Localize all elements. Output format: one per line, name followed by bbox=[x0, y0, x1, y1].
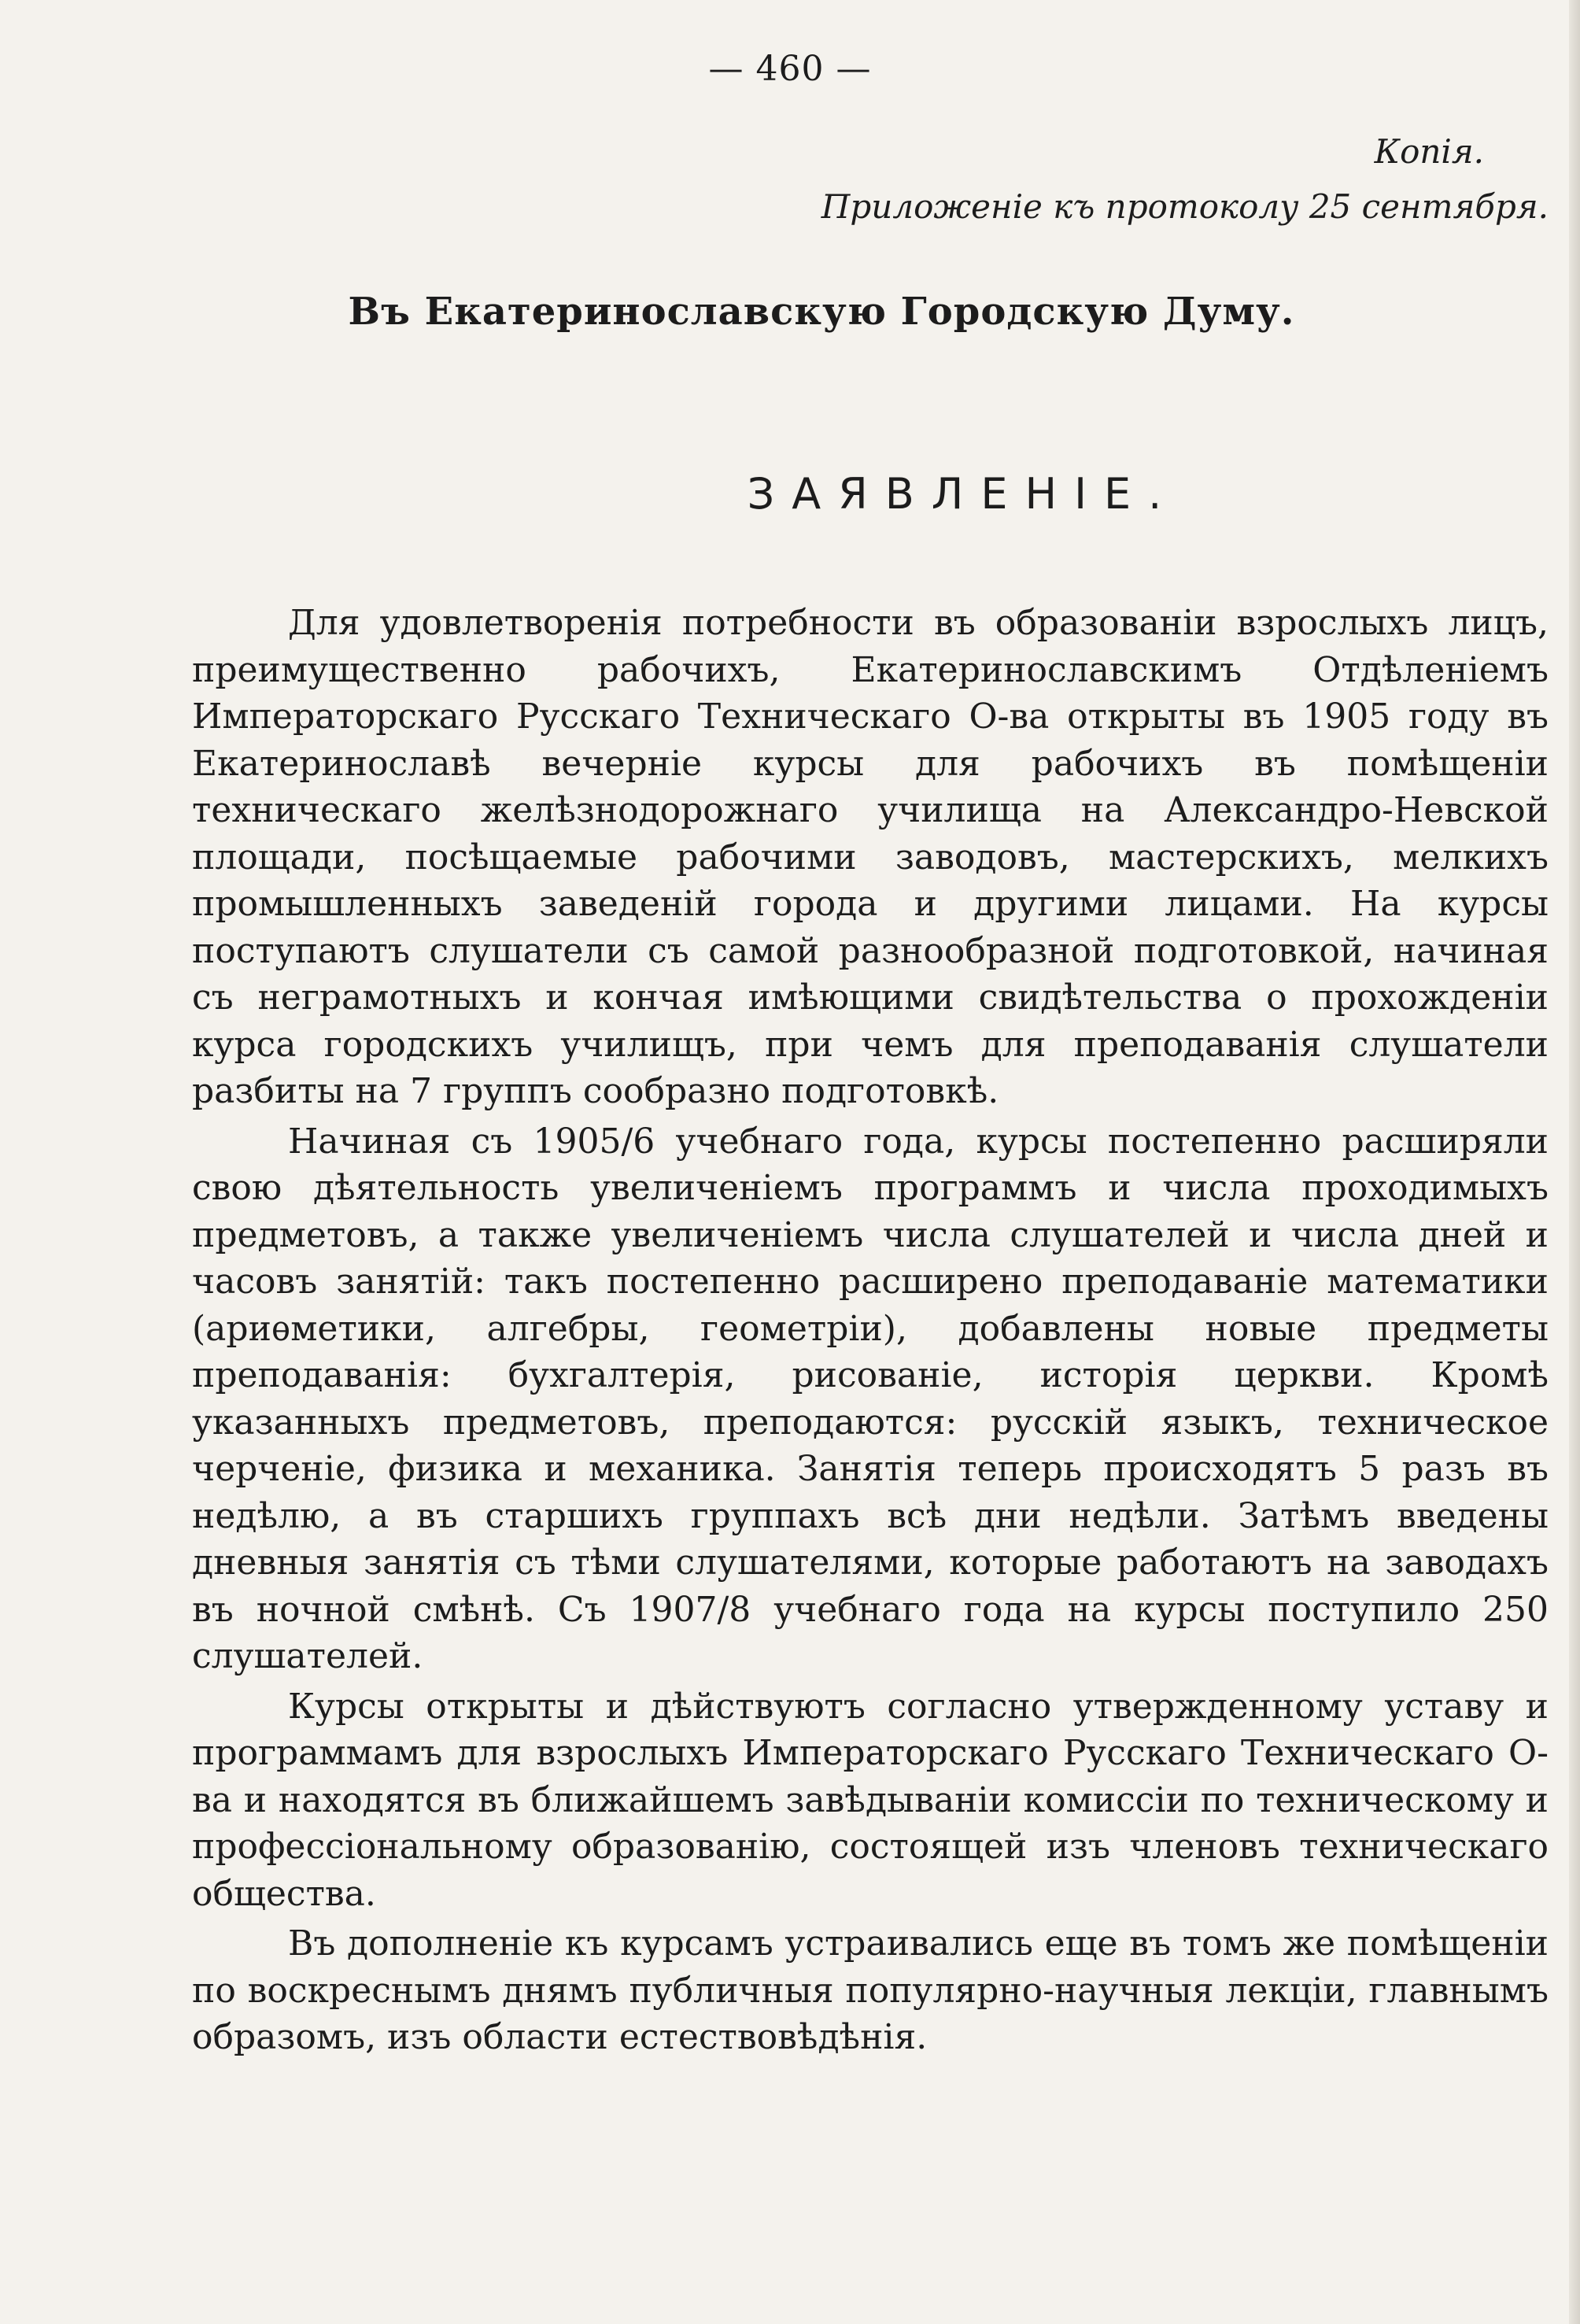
addressee-heading: Въ Екатеринославскую Городскую Думу. bbox=[348, 290, 1295, 334]
document-body bbox=[192, 600, 1549, 2064]
appendix-note: Приложеніе къ протоколу 25 сентября. bbox=[821, 187, 1549, 226]
page-edge-shadow bbox=[1569, 0, 1580, 2324]
page-number: — 460 — bbox=[708, 49, 872, 89]
paragraph-3: Курсы открыты и дѣйствуютъ согласно утвержденному уставу и программамъ для взрослыхъ Императорскаго Русскаго Техническаго О-ва и находятся въ ближайшемъ завѣдываніи комиссіи по техническому и профессіональному образованію, состоящей изъ членовъ техническаго общества. bbox=[192, 1686, 1549, 1914]
document-title: ЗАЯВЛЕНІЕ. bbox=[747, 469, 1179, 519]
paragraph-4: Въ дополненіе къ курсамъ устраивались еще въ томъ же помѣщеніи по воскреснымъ днямъ публичныя популярно-научныя лекціи, главнымъ образомъ, изъ области естествовѣдѣнія. bbox=[192, 1923, 1549, 2057]
copy-note: Копія. bbox=[1374, 132, 1484, 171]
paragraph-2: Начиная съ 1905/6 учебнаго года, курсы постепенно расширяли свою дѣятельность увеличеніемъ программъ и числа проходимыхъ предметовъ, а также увеличеніемъ числа слушателей и числа дней и часовъ занятій: такъ постепенно расширено преподаваніе математики (ариѳметики, алгебры, геометріи), добавлены новые предметы преподаванія: бухгалтерія, рисованіе, исторія церкви. Кромѣ указанныхъ предметовъ, преподаются: русскій языкъ, техническое черченіе, физика и механика. Занятія теперь происходятъ 5 разъ въ недѣлю, а въ старшихъ группахъ всѣ дни недѣли. Затѣмъ введены дневныя занятія съ тѣми слушателями, которые работаютъ на заводахъ въ ночной смѣнѣ. Съ 1907/8 учебнаго года на курсы поступило 250 слушателей. bbox=[192, 1121, 1549, 1676]
paragraph-1: Для удовлетворенія потребности въ образованіи взрослыхъ лицъ, преимущественно рабочихъ, Екатеринославскимъ Отдѣленіемъ Императорскаго Русскаго Техническаго О-ва открыты въ 1905 году въ Екатеринославѣ вечерніе курсы для рабочихъ въ помѣщеніи техническаго желѣзнодорожнаго училища на Александро-Невской площади, посѣщаемые рабочими заводовъ, мастерскихъ, мелкихъ промышленныхъ заведеній города и другими лицами. На курсы поступаютъ слушатели съ самой разнообразной подготовкой, начиная съ неграмотныхъ и кончая имѣющими свидѣтельства о прохожденіи курса городскихъ училищъ, при чемъ для преподаванія слушатели разбиты на 7 группъ сообразно подготовкѣ. bbox=[192, 603, 1549, 1111]
